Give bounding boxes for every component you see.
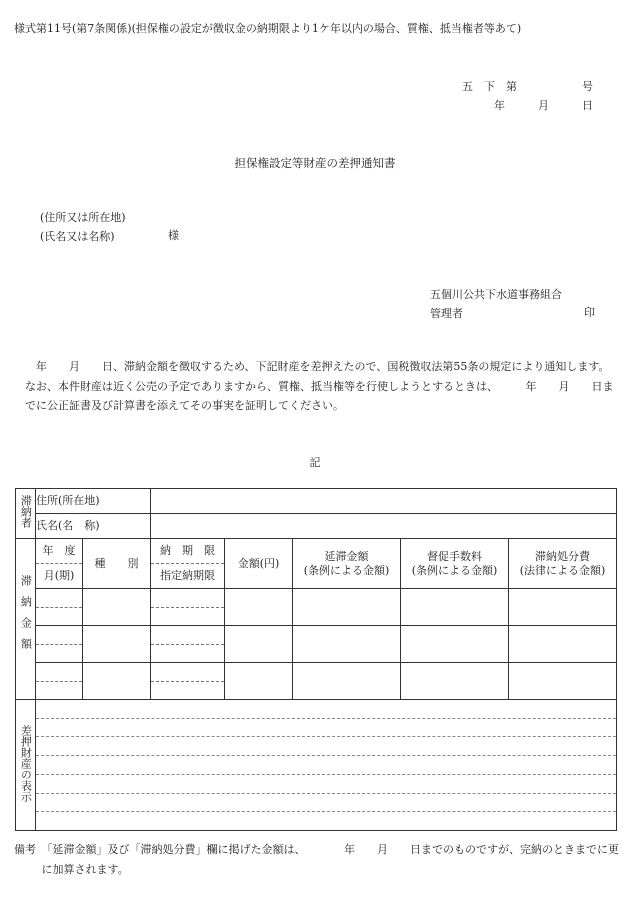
- taxpayer-name-field[interactable]: [151, 514, 617, 539]
- col-reminder-header: [401, 539, 509, 589]
- issue-date: [494, 97, 593, 113]
- year-month-header: [36, 539, 83, 589]
- issue-date-year: 年: [494, 99, 505, 112]
- property-section-label: 差押財産の表示: [16, 700, 36, 831]
- recipient-honorific: 様: [168, 229, 179, 242]
- document-number-suffix: 号: [582, 80, 593, 93]
- amount-section-label: 滞納金額: [16, 539, 36, 700]
- table-row: [16, 663, 617, 700]
- recipient-name-label: (氏名又は名称): [40, 230, 115, 243]
- col-disposal-header: [509, 539, 617, 589]
- due-date-cell[interactable]: [151, 626, 225, 663]
- disposal-cell[interactable]: [509, 663, 617, 700]
- issuer-block: [430, 285, 562, 323]
- taxpayer-address-field[interactable]: [151, 489, 617, 514]
- document-number: [462, 78, 593, 94]
- col-year-header: 年 度: [42, 544, 76, 558]
- recipient-address-label: (住所又は所在地): [40, 211, 126, 224]
- form-number-label: 様式第11号(第7条関係)(担保権の設定が徴収金の納期限より1ケ年以内の場合、質権、抵当権者等あて): [14, 22, 522, 35]
- type-cell[interactable]: [83, 663, 151, 700]
- issuer-organization: 五個川公共下水道事務組合: [430, 288, 562, 301]
- remarks-note-text: 備考 「延滞金額」及び「滞納処分費」欄に掲げた金額は、 年 月 日までのものですが、完納のときまでに更に加算されます。: [14, 843, 619, 876]
- delay-cell[interactable]: [293, 626, 401, 663]
- delay-cell[interactable]: [293, 663, 401, 700]
- property-description-field[interactable]: [36, 700, 617, 831]
- col-reminder-header-line1: 督促手数料: [427, 549, 482, 563]
- table-row: [16, 626, 617, 663]
- col-reminder-header-line2: (条例による金額): [411, 563, 498, 577]
- amount-cell[interactable]: [225, 589, 293, 626]
- issuer-role: 管理者: [430, 307, 463, 320]
- recipient-block: [40, 208, 126, 246]
- reminder-cell[interactable]: [401, 626, 509, 663]
- col-due-header: 納 期 限: [160, 544, 215, 558]
- col-delay-header-line1: 延滞金額: [324, 549, 369, 563]
- col-type-header: 種 別: [83, 539, 151, 589]
- document-title: 担保権設定等財産の差押通知書: [234, 156, 396, 170]
- delay-cell[interactable]: [293, 589, 401, 626]
- reminder-cell[interactable]: [401, 663, 509, 700]
- reminder-cell[interactable]: [401, 589, 509, 626]
- col-amount-header: 金額(円): [225, 539, 293, 589]
- col-disposal-header-line2: (法律による金額): [519, 563, 606, 577]
- taxpayer-name-label: 氏名(名 称): [36, 514, 151, 539]
- type-cell[interactable]: [83, 626, 151, 663]
- notice-body: [14, 357, 619, 416]
- due-date-cell[interactable]: [151, 663, 225, 700]
- notice-paragraph-2: なお、本件財産は近く公売の予定でありますから、質権、抵当権等を行使しようとするときは、 年 月 日までに公正証書及び計算書を添えてその事実を証明してください。: [14, 379, 614, 412]
- year-month-cell[interactable]: [36, 589, 83, 626]
- disposal-cell[interactable]: [509, 589, 617, 626]
- type-cell[interactable]: [83, 589, 151, 626]
- col-designated-due-header: 指定納期限: [151, 563, 224, 588]
- due-date-header: [151, 539, 225, 589]
- col-disposal-header-line1: 滞納処分費: [535, 549, 591, 563]
- col-delay-header-line2: (条例による金額): [303, 563, 390, 577]
- amount-cell[interactable]: [225, 663, 293, 700]
- document-number-prefix: 五 下 第: [462, 80, 517, 93]
- taxpayer-section-label: 滞納者: [16, 489, 36, 539]
- disposal-cell[interactable]: [509, 626, 617, 663]
- col-month-header: 月(期): [36, 563, 82, 588]
- year-month-cell[interactable]: [36, 626, 83, 663]
- taxpayer-address-label: 住所(所在地): [36, 489, 151, 514]
- ki-heading: 記: [309, 456, 321, 469]
- remarks-note: [14, 840, 619, 879]
- col-delay-header: [293, 539, 401, 589]
- seal-mark: 印: [584, 306, 595, 319]
- table-row: [16, 589, 617, 626]
- year-month-cell[interactable]: [36, 663, 83, 700]
- issue-date-month: 月: [538, 99, 549, 112]
- amount-cell[interactable]: [225, 626, 293, 663]
- detail-table: [15, 488, 617, 831]
- notice-paragraph-1: 年 月 日、滞納金額を徴収するため、下記財産を差押えたので、国税徴収法第55条の規定により通知します。: [14, 360, 610, 373]
- due-date-cell[interactable]: [151, 589, 225, 626]
- issue-date-day: 日: [582, 99, 593, 112]
